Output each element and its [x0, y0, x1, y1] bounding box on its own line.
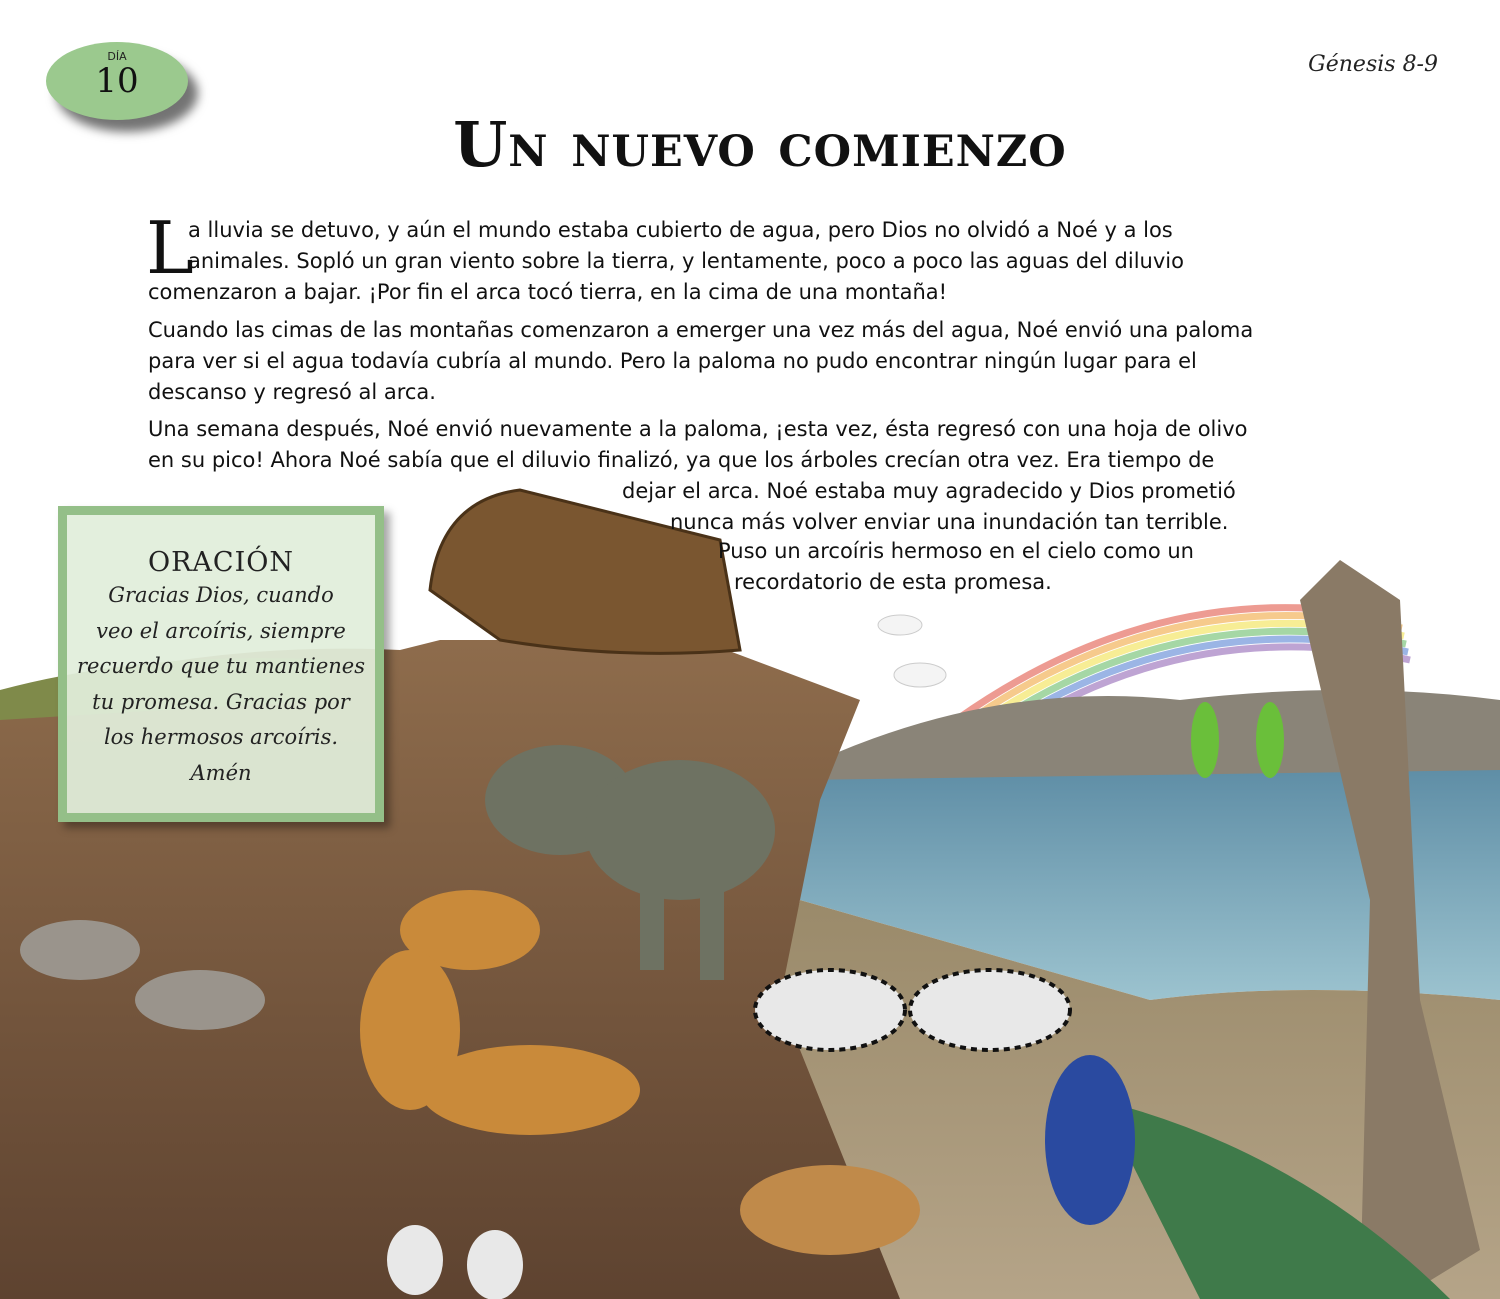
day-number: 10: [95, 61, 139, 101]
story-line: comenzaron a bajar. ¡Por fin el arca tocó tierra, en la cima de una montaña!: [148, 280, 948, 304]
drop-cap: L: [146, 206, 194, 290]
story-line: descanso y regresó al arca.: [148, 380, 436, 404]
story-line: Una semana después, Noé envió nuevamente a la paloma, ¡esta vez, ésta regresó con una hoja de olivo: [148, 417, 1248, 441]
prayer-box: [58, 506, 384, 822]
story-line: Puso un arcoíris hermoso en el cielo como un: [718, 539, 1194, 563]
prayer-line: recuerdo que tu mantienes: [77, 654, 365, 678]
story-line: nunca más volver enviar una inundación tan terrible.: [670, 510, 1229, 534]
story-line: a lluvia se detuvo, y aún el mundo estaba cubierto de agua, pero Dios no olvidó a Noé y a los: [188, 218, 1173, 242]
deer: [740, 1165, 920, 1255]
page-title: Un nuevo comienzo: [453, 108, 1067, 181]
doves: [878, 615, 946, 687]
story-line: en su pico! Ahora Noé sabía que el diluvio finalizó, ya que los árboles crecían otra vez. Era tiempo de: [148, 448, 1215, 472]
prayer-title: ORACIÓN: [147, 547, 295, 578]
prayer-line: tu promesa. Gracias por: [92, 689, 350, 714]
prayer-line: veo el arcoíris, siempre: [96, 618, 346, 643]
prayer-line: Gracias Dios, cuando: [108, 583, 334, 607]
story-line: para ver si el agua todavía cubría al mundo. Pero la paloma no pudo encontrar ningún lugar para el: [148, 349, 1197, 373]
story-line: Cuando las cimas de las montañas comenzaron a emerger una vez más del agua, Noé envió una paloma: [148, 318, 1254, 342]
scripture-reference: Génesis 8-9: [1308, 52, 1438, 77]
prayer-line: Amén: [190, 760, 252, 785]
prayer-line: los hermosos arcoíris.: [103, 725, 339, 749]
day-label: DÍA: [107, 50, 127, 63]
story-line: animales. Sopló un gran viento sobre la tierra, y lentamente, poco a poco las aguas del diluvio: [188, 249, 1184, 273]
story-line: recordatorio de esta promesa.: [734, 570, 1052, 594]
story-line: dejar el arca. Noé estaba muy agradecido y Dios prometió: [622, 479, 1236, 503]
